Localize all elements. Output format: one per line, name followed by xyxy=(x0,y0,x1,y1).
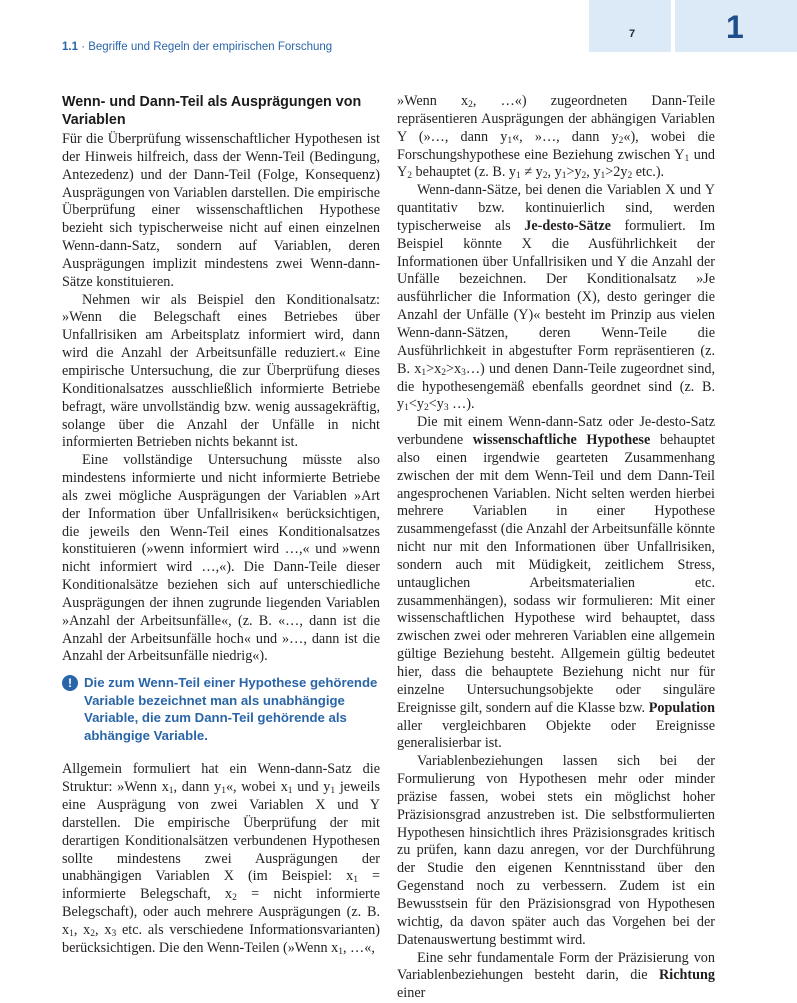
chapter-number: 1 xyxy=(726,9,744,46)
exclamation-icon: ! xyxy=(62,675,78,691)
running-head-section: 1.1 xyxy=(62,41,78,53)
paragraph: Nehmen wir als Beispiel den Konditionalsatz: »Wenn die Belegschaft eines Betriebes über Unfallrisiken am Arbeitsplatz informiert wird, dann wird die Anzahl der Arbeitsunfälle reduziert.« Eine empirische Untersuchung, die zur Überprüfung dieses Konditionalsatzes ausschließlich informierte Betriebe befragt, wäre unvollständig bzw. wenig aussagekräftig, solange über die Anzahl der Unfälle in nicht informierten Betrieben nichts bekannt ist. xyxy=(62,292,380,453)
right-column xyxy=(397,93,715,1003)
paragraph: Für die Überprüfung wissenschaftlicher Hypothesen ist der Hinweis hilfreich, dass der Wenn-Teil (Bedingung, Antezedenz) und der Dann-Teil (Folge, Konsequenz) Ausprägungen von Variablen darstellen. Die empirische Überprüfung einer wissenschaftlichen Hypothese bezieht sich typischerweise nicht auf einen einzelnen Wenn-dann-Satz, sondern auf Variablen, deren Ausprägungen implizit mindestens zwei Wenn-dann-Sätze konstituieren. xyxy=(62,131,380,292)
running-head xyxy=(62,41,332,53)
paragraph: »Wenn $x_2$, …«) zugeordneten Dann-Teile repräsentieren Ausprägungen der abhängigen Variablen Y (»…, dann $y_1«$, »…, dann $y_2«$), wobei die Forschungshypothese eine Beziehung zwischen $Y_1$ und $Y_2$ behauptet (z. B. $y_1 \ne y_2$, $y_1>y_2$, $y_1>2y_2$ etc.). xyxy=(397,93,715,182)
page-number: 7 xyxy=(629,28,635,40)
chapter-tab xyxy=(675,0,797,52)
paragraph: Allgemein formuliert hat ein Wenn-dann-Satz die Struktur: »Wenn $x_1$, dann $y_1«$, wobei $x_1$ und $y_1$ jeweils eine Ausprägung von zwei Variablen X und Y darstellen. Die empirische Überprüfung der mit derartigen Konditionalsätzen verbundenen Hypothesen sollte mindestens zwei Ausprägungen der unabhängigen Variablen X (im Beispiel: $x_1$ = informierte Belegschaft, $x_2$ = nicht informierte Belegschaft), oder auch mehrere Ausprägungen (z. B. $x_1$, $x_2$, $x_3$ etc. als verschiedene Informationsvarianten) berücksichtigen. Die den Wenn-Teilen (»Wenn $x_1$, …«, xyxy=(62,761,380,957)
callout-text: Die zum Wenn-Teil einer Hypothese gehörende Variable bezeichnet man als unabhängige Variable, die zum Dann-Teil gehörende als abhängige Variable. xyxy=(84,675,377,743)
term-richtung: Richtung xyxy=(659,967,715,983)
left-column xyxy=(62,93,380,958)
paragraph: Eine vollständige Untersuchung müsste also mindestens informierte und nicht informierte Betriebe als zwei mögliche Ausprägungen der Variablen »Art der Information über Unfallrisiken« berücksichtigen, die jeweils den Wenn-Teil eines Konditionalsatzes konstituieren (»wenn informiert wird …,« und »wenn nicht informiert wird …,«). Die Dann-Teile dieser Konditionalsätze beziehen sich auf unterschiedliche Ausprägungen der ihnen zugrunde liegenden Variablen »Anzahl der Arbeitsunfälle«, (z. B. «…, dann ist die Anzahl der Arbeitsunfälle hoch« und »…, dann ist die Anzahl der Arbeitsunfälle niedrig«). xyxy=(62,452,380,666)
section-heading: Wenn- und Dann-Teil als Ausprägungen von Variablen xyxy=(62,93,380,129)
term-population: Population xyxy=(649,700,715,716)
paragraph: Die mit einem Wenn-dann-Satz oder Je-desto-Satz verbundene wissenschaftliche Hypothese behauptet also einen irgendwie gearteten Zusammenhang zwischen der mit dem Wenn-Teil und dem Dann-Teil angesprochenen Variablen. Nicht selten werden hierbei mehrere Variablen in einer Hypothese zusammengefasst (die Anzahl der Arbeitsunfälle könnte nicht nur mit den Informationen über Unfallrisiken, sondern auch mit Müdigkeit, zeitlichem Stress, untauglichen Arbeitsmaterialien etc. zusammenhängen), sodass wir formulieren: Mit einer wissenschaftlichen Hypothese wird behauptet, dass zwischen zwei oder mehreren Variablen eine allgemein gültige Beziehung besteht. Allgemein gültig bedeutet hier, dass die behauptete Beziehung nicht nur für einzelne Untersuchungsobjekte oder singuläre Ereignisse gilt, sondern auf die Klasse bzw. Population aller vergleichbaren Objekte oder Ereignisse generalisierbar ist. xyxy=(397,414,715,753)
paragraph: Eine sehr fundamentale Form der Präzisierung von Variablenbeziehungen besteht darin, die Richtung einer xyxy=(397,950,715,1003)
paragraph: Wenn-dann-Sätze, bei denen die Variablen X und Y quantitativ bzw. kontinuierlich sind, werden typischerweise als Je-desto-Sätze formuliert. Im Beispiel könnte X die Ausführlichkeit der Informationen über Unfallrisiken und Y die Anzahl der Unfälle bezeichnen. Der Konditionalsatz »Je ausführlicher die Information (X), desto geringer die Anzahl der Unfälle (Y)« besteht im Prinzip aus vielen Wenn-dann-Sätzen, deren Wenn-Teile die Ausführlichkeit in abgestufter Form repräsentieren (z. B. $x_1>x_2>x_3\dots$) und denen Dann-Teile zugeordnet sind, die hypothesengemäß ebenfalls geordnet sind (z. B. $y_1<y_2<y_3$ …). xyxy=(397,182,715,414)
running-head-title: · Begriffe und Regeln der empirischen Forschung xyxy=(78,41,332,53)
paragraph: Variablenbeziehungen lassen sich bei der Formulierung von Hypothesen mehr oder minder präzise fassen, wobei stets ein möglichst hoher Präzisionsgrad anzustreben ist. Die selbstformulierten Hypothesen hinsichtlich ihres Präzisionsgrades kritisch zu prüfen, kann dazu anregen, vor der Durchführung der Studie den eigenen Kenntnisstand über den Gegenstand noch zu verbessern. Zudem ist ein Bewusstsein für den Präzisionsgrad von Hypothesen wichtig, da davon später auch das Vorgehen bei der Datenauswertung bestimmt wird. xyxy=(397,753,715,949)
term-wissenschaftliche-hypothese: wissenschaftliche Hypothese xyxy=(473,432,650,448)
term-je-desto-saetze: Je-desto-Sätze xyxy=(524,218,611,234)
definition-callout xyxy=(62,674,380,744)
page-number-tab xyxy=(589,0,671,52)
